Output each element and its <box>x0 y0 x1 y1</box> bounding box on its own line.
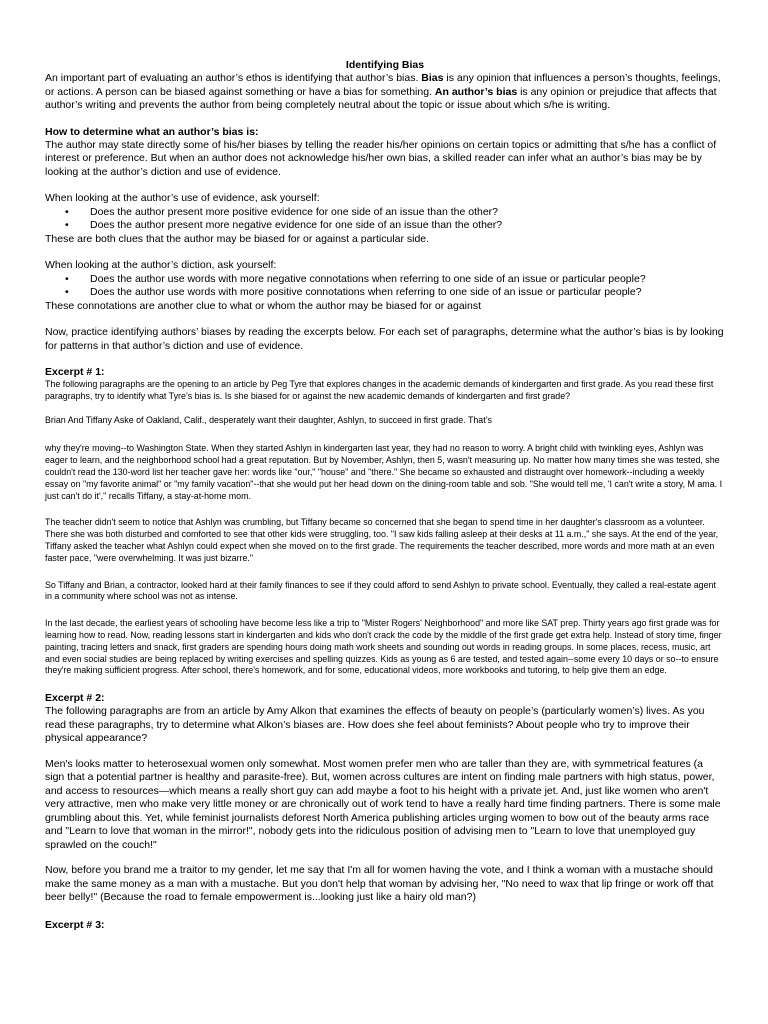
list-item <box>65 272 725 287</box>
list-item-text: Does the author present more positive evidence for one side of an issue than the other? <box>90 205 499 218</box>
author-bias-term: An author’s bias <box>434 85 518 98</box>
excerpt-2-paragraph: Now, before you brand me a traitor to my gender, let me say that I'm all for women having the vote, and I think a woman with a mustache should make the same money as a man with a mustache. But you don't help that woman by advising her, "No need to wax that lip fringe or work off that beer belly!" (Because the road to female empowerment is...looking just like a hairy old man?) <box>45 864 714 904</box>
diction-tail: These connotations are another clue to what or whom the author may be biased for or against <box>45 299 482 312</box>
list-item <box>65 286 725 300</box>
bullet-icon: • <box>65 272 69 285</box>
excerpt-1-paragraph: In the last decade, the earliest years of schooling have become less like a trip to "Mister Rogers' Neighborhood" and more like SAT prep. Thirty years ago first grade was for learning how to read. Now, reading lessons start in kindergarten and kids who don't crack the code by the middle of the first grade get extra help. Instead of story time, finger painting, tracing letters and snack, first graders are spending hours doing math work sheets and sounding out words in reading groups. In some places, recess, music, art and even social studies are being replaced by writing exercises and spelling quizzes. Kids as young as 6 are tested, and tested again--some every 10 days or so--to ensure they're making sufficient progress. After school, there's homework, and for some, educational videos, more workbooks and tutoring, to help give them an edge. <box>45 618 722 676</box>
bullet-icon: • <box>65 286 69 298</box>
evidence-list <box>45 206 725 233</box>
page-title: Identifying Bias <box>345 59 425 71</box>
excerpt-1-paragraph: why they're moving--to Washington State. When they started Ashlyn in kindergarten last year, they had no reason to worry. A bright child with twinkling eyes, Ashlyn was eager to learn, and the neighborhood school had a great reputation. But by November, Ashlyn, then 5, wasn't measuring up. No matter how many times she was tested, she couldn't read the 130-word list her teacher gave her: words like "our," "house" and "there." She became so exhausted and distraught over homework--including a weekly essay on "my favorite animal" or "my family vacation"--that she would put her head down on the dining-room table and sob. "She would tell me, 'I can't write a story, M ama. I just can't do it'," recalls Tiffany, a stay-at-home mom. <box>45 443 723 501</box>
excerpt-1-paragraph: The teacher didn't seem to notice that Ashlyn was crumbling, but Tiffany became so concerned that she began to spend time in her daughter's classroom as a volunteer. There she was both disturbed and comforted to see that other kids were struggling, too. "I saw kids falling asleep at their desks at 11 a.m.," she says. At the end of the year, Tiffany asked the teacher what Ashlyn could expect when she moved on to the first grade. The requirements the teacher described, more words and more math at an even faster pace, "were overwhelming. It was just bizarre." <box>45 517 719 563</box>
bullet-icon: • <box>65 205 69 218</box>
excerpt-1-paragraph: Brian And Tiffany Aske of Oakland, Calif., desperately want their daughter, Ashlyn, to succeed in first grade. That’s <box>45 414 492 425</box>
excerpt-1-paragraph: So Tiffany and Brian, a contractor, looked hard at their family finances to see if they could afford to send Ashlyn to private school. Eventually, they called a real-estate agent in a community where school was not as intense. <box>45 579 716 602</box>
diction-list <box>45 273 725 300</box>
document-page <box>45 58 725 932</box>
excerpt-1-heading: Excerpt # 1: <box>45 366 105 378</box>
how-to-paragraph: The author may state directly some of his/her biases by telling the reader his/her opinions on certain topics or admitting that s/he has a conflict of interest or preference. But when an author does not acknowledge his/her own bias, a skilled reader can infer what an author’s bias may be by looking at the author’s diction and use of evidence. <box>45 138 717 178</box>
intro-text-2: is any opinion that influences a person’s thoughts, feelings, or actions. A person can be biased against something or have a bias for something. <box>45 72 721 98</box>
intro-paragraph <box>45 72 725 113</box>
excerpt-2-heading: Excerpt # 2: <box>45 692 105 705</box>
excerpt-2-intro: The following paragraphs are from an article by Amy Alkon that examines the effects of beauty on people’s (particularly women’s) lives. As you read these paragraphs, try to determine what Alkon’s biases are. How does she feel about feminists? About people who try to improve their physical appearance? <box>45 705 705 745</box>
intro-text-1: An important part of evaluating an author’s ethos is identifying that author’s bias. <box>45 72 422 84</box>
list-item <box>65 219 725 233</box>
list-item <box>65 205 725 220</box>
list-item-text: Does the author use words with more negative connotations when referring to one side of an issue or particular people? <box>90 272 646 285</box>
excerpt-2-paragraph: Men's looks matter to heterosexual women only somewhat. Most women prefer men who are taller than they are, with symmetrical features (a sign that a potential partner is healthy and parasite-free). But, women across cultures are intent on finding male partners with high status, power, and access to resources—which means a really short guy can add maybe a foot to his height with a private jet. And, just like women who aren't very attractive, men who make very little money or are chronically out of work tend to have a really hard time finding partners. There is some male grumbling about this. Yet, while feminist journalists deforest North America publishing articles urging women to bow out of the beauty arms race and "Learn to love that woman in the mirror!", nobody gets into the ridiculous position of advising men to "Learn to love that unemployed guy sprawled on the couch!" <box>45 757 721 851</box>
diction-lead: When looking at the author’s diction, ask yourself: <box>45 259 277 271</box>
evidence-tail: These are both clues that the author may be biased for or against a particular side. <box>45 232 430 245</box>
practice-paragraph: Now, practice identifying authors’ biases by reading the excerpts below. For each set of paragraphs, determine what the author’s bias is by looking for patterns in that author’s diction and use of evidence. <box>45 326 724 352</box>
bias-term: Bias <box>421 72 444 84</box>
excerpt-3-heading: Excerpt # 3: <box>45 918 105 931</box>
evidence-lead: When looking at the author’s use of evidence, ask yourself: <box>45 192 320 204</box>
bullet-icon: • <box>65 219 69 231</box>
intro-text-3: is any opinion or prejudice that affects that author’s writing and prevents the author from being completely neutral about the topic or issue about which s/he is writing. <box>45 85 717 111</box>
list-item-text: Does the author present more negative evidence for one side of an issue than the other? <box>90 219 503 231</box>
how-to-heading: How to determine what an author’s bias is: <box>45 125 259 138</box>
list-item-text: Does the author use words with more positive connotations when referring to one side of an issue or particular people? <box>90 286 642 298</box>
excerpt-1-intro: The following paragraphs are the opening to an article by Peg Tyre that explores changes in the academic demands of kindergarten and first grade. As you read these first paragraphs, try to identify what Tyre’s bias is. Is she biased for or against the new academic demands of kindergarten and first grade? <box>45 379 714 401</box>
